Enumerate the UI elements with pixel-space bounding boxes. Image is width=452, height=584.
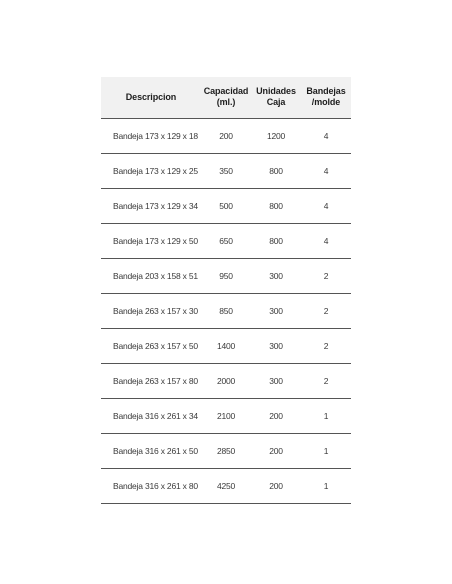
cell-descripcion: Bandeja 316 x 261 x 80 (101, 468, 201, 503)
cell-descripcion: Bandeja 263 x 157 x 50 (101, 328, 201, 363)
table-body (101, 118, 351, 503)
cell-bandejas: 1 (301, 398, 351, 433)
cell-capacidad: 850 (201, 293, 251, 328)
table-row (101, 468, 351, 503)
table-header (101, 77, 351, 118)
cell-unidades: 800 (251, 188, 301, 223)
cell-capacidad: 2850 (201, 433, 251, 468)
cell-bandejas: 2 (301, 363, 351, 398)
header-bandejas: Bandejas /molde (301, 77, 351, 118)
table-row (101, 293, 351, 328)
cell-descripcion: Bandeja 263 x 157 x 80 (101, 363, 201, 398)
table-row (101, 258, 351, 293)
cell-capacidad: 2100 (201, 398, 251, 433)
cell-descripcion: Bandeja 263 x 157 x 30 (101, 293, 201, 328)
cell-capacidad: 2000 (201, 363, 251, 398)
cell-descripcion: Bandeja 173 x 129 x 25 (101, 153, 201, 188)
cell-unidades: 800 (251, 223, 301, 258)
cell-descripcion: Bandeja 173 x 129 x 18 (101, 118, 201, 153)
table-row (101, 363, 351, 398)
cell-capacidad: 350 (201, 153, 251, 188)
cell-bandejas: 4 (301, 153, 351, 188)
cell-bandejas: 2 (301, 258, 351, 293)
cell-descripcion: Bandeja 316 x 261 x 34 (101, 398, 201, 433)
cell-unidades: 300 (251, 328, 301, 363)
cell-bandejas: 4 (301, 188, 351, 223)
table-row (101, 118, 351, 153)
cell-descripcion: Bandeja 173 x 129 x 50 (101, 223, 201, 258)
cell-unidades: 200 (251, 468, 301, 503)
cell-capacidad: 200 (201, 118, 251, 153)
header-capacidad: Capacidad (ml.) (201, 77, 251, 118)
cell-descripcion: Bandeja 203 x 158 x 51 (101, 258, 201, 293)
cell-bandejas: 4 (301, 223, 351, 258)
cell-unidades: 1200 (251, 118, 301, 153)
header-descripcion: Descripcion (101, 77, 201, 118)
table-row (101, 433, 351, 468)
cell-capacidad: 950 (201, 258, 251, 293)
cell-bandejas: 2 (301, 293, 351, 328)
cell-descripcion: Bandeja 173 x 129 x 34 (101, 188, 201, 223)
cell-capacidad: 1400 (201, 328, 251, 363)
table-row (101, 398, 351, 433)
cell-unidades: 300 (251, 258, 301, 293)
table-row (101, 188, 351, 223)
table-row (101, 328, 351, 363)
cell-capacidad: 4250 (201, 468, 251, 503)
cell-unidades: 800 (251, 153, 301, 188)
cell-unidades: 300 (251, 293, 301, 328)
cell-unidades: 200 (251, 398, 301, 433)
header-row (101, 77, 351, 118)
table-row (101, 153, 351, 188)
cell-descripcion: Bandeja 316 x 261 x 50 (101, 433, 201, 468)
cell-unidades: 200 (251, 433, 301, 468)
cell-unidades: 300 (251, 363, 301, 398)
product-spec-table (101, 77, 351, 504)
cell-bandejas: 2 (301, 328, 351, 363)
cell-bandejas: 1 (301, 468, 351, 503)
cell-capacidad: 650 (201, 223, 251, 258)
table-row (101, 223, 351, 258)
cell-bandejas: 4 (301, 118, 351, 153)
cell-bandejas: 1 (301, 433, 351, 468)
header-unidades: Unidades Caja (251, 77, 301, 118)
cell-capacidad: 500 (201, 188, 251, 223)
